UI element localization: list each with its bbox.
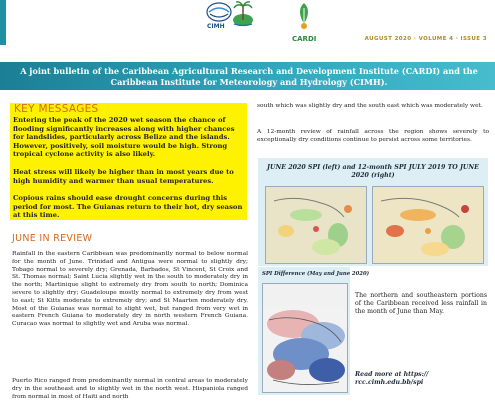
- spi-maps-caption: JUNE 2020 SPI (left) and 12-month SPI JULY 2019 TO JUNE 2020 (right): [267, 164, 479, 179]
- issue-line: AUGUST 2020 · VOLUME 4 · ISSUE 3: [364, 36, 487, 42]
- cardi-logo-label: CARDI: [292, 35, 317, 43]
- key-messages-title: KEY MESSAGES: [14, 103, 99, 115]
- masthead-accent: [0, 0, 6, 45]
- spi-difference-text: The northern and southeastern portions of the Caribbean received less rainfall in the month of June than May.: [355, 292, 487, 316]
- spi-difference-map-icon: [262, 283, 348, 393]
- june-spi-map-icon: [265, 186, 367, 264]
- spi-difference-caption: SPI Difference (May and June 2020): [262, 271, 370, 277]
- masthead: [0, 0, 495, 45]
- key-message-flooding: Entering the peak of the 2020 wet season the chance of flooding significantly increases along with higher chances for landslides, particularly across Belize and the islands. However, positively, soil moisture would be high. Strong tropical cyclone activity is also likely.: [13, 116, 235, 159]
- read-more-link[interactable]: Read more at https:// rcc.cimh.edu.bb/spi: [355, 371, 429, 387]
- key-message-heat: Heat stress will likely be higher than in most years due to high humidity and warmer than usual temperatures.: [13, 168, 234, 185]
- cimh-logo-label: CIMH: [207, 23, 225, 30]
- bulletin-subtitle: A joint bulletin of the Caribbean Agricultural Research and Development Institute (CARDI) and the Caribbean Institute for Meteorology and Hydrology (CIMH).: [20, 66, 478, 87]
- june-review-paragraph-1: Rainfall in the eastern Caribbean was predominantly normal to below normal for the month of June. Trinidad and Antigua were normal to slightly dry; Tobago normal to severely dry; Grenada, Barbados, St Vincent, St Croix and St. Thomas normal; Saint Lucia slightly wet in the south to moderately dry in the north; Martinique slight to extremely dry from south to north; Dominica severe to slightly dry; Guadeloupe mostly normal to extremely dry from west to east; St Kitts moderate to extremely dry; and St Maarten moderately dry. Most of the Guianas was normal to slight wet, but ranged from very wet in eastern French Guiana to moderately dry in north western French Guiana. Curacao was normal to slightly wet and Aruba was normal.: [12, 251, 248, 328]
- cardi-logo-icon: [290, 0, 318, 32]
- twelve-month-spi-map-icon: [372, 186, 484, 264]
- june-review-title: JUNE IN REVIEW: [12, 233, 93, 244]
- key-message-rains: Copious rains should ease drought concerns during this period for most. The Guianas return to their hot, dry season at this time.: [13, 194, 243, 220]
- palm-island-icon: [232, 0, 254, 28]
- review-continuation: south which was slightly dry and the south east which was moderately wet.: [257, 103, 483, 109]
- twelve-month-review: A 12-month review of rainfall across the region shows severely to exceptionally dry conditions continue to persist across some territories.: [257, 129, 489, 143]
- june-review-paragraph-2: Puerto Rico ranged from predominantly normal in central areas to moderately dry in the southeast and to slightly wet in the north west. Hispaniola ranged from normal in most of Haiti and north: [12, 378, 248, 400]
